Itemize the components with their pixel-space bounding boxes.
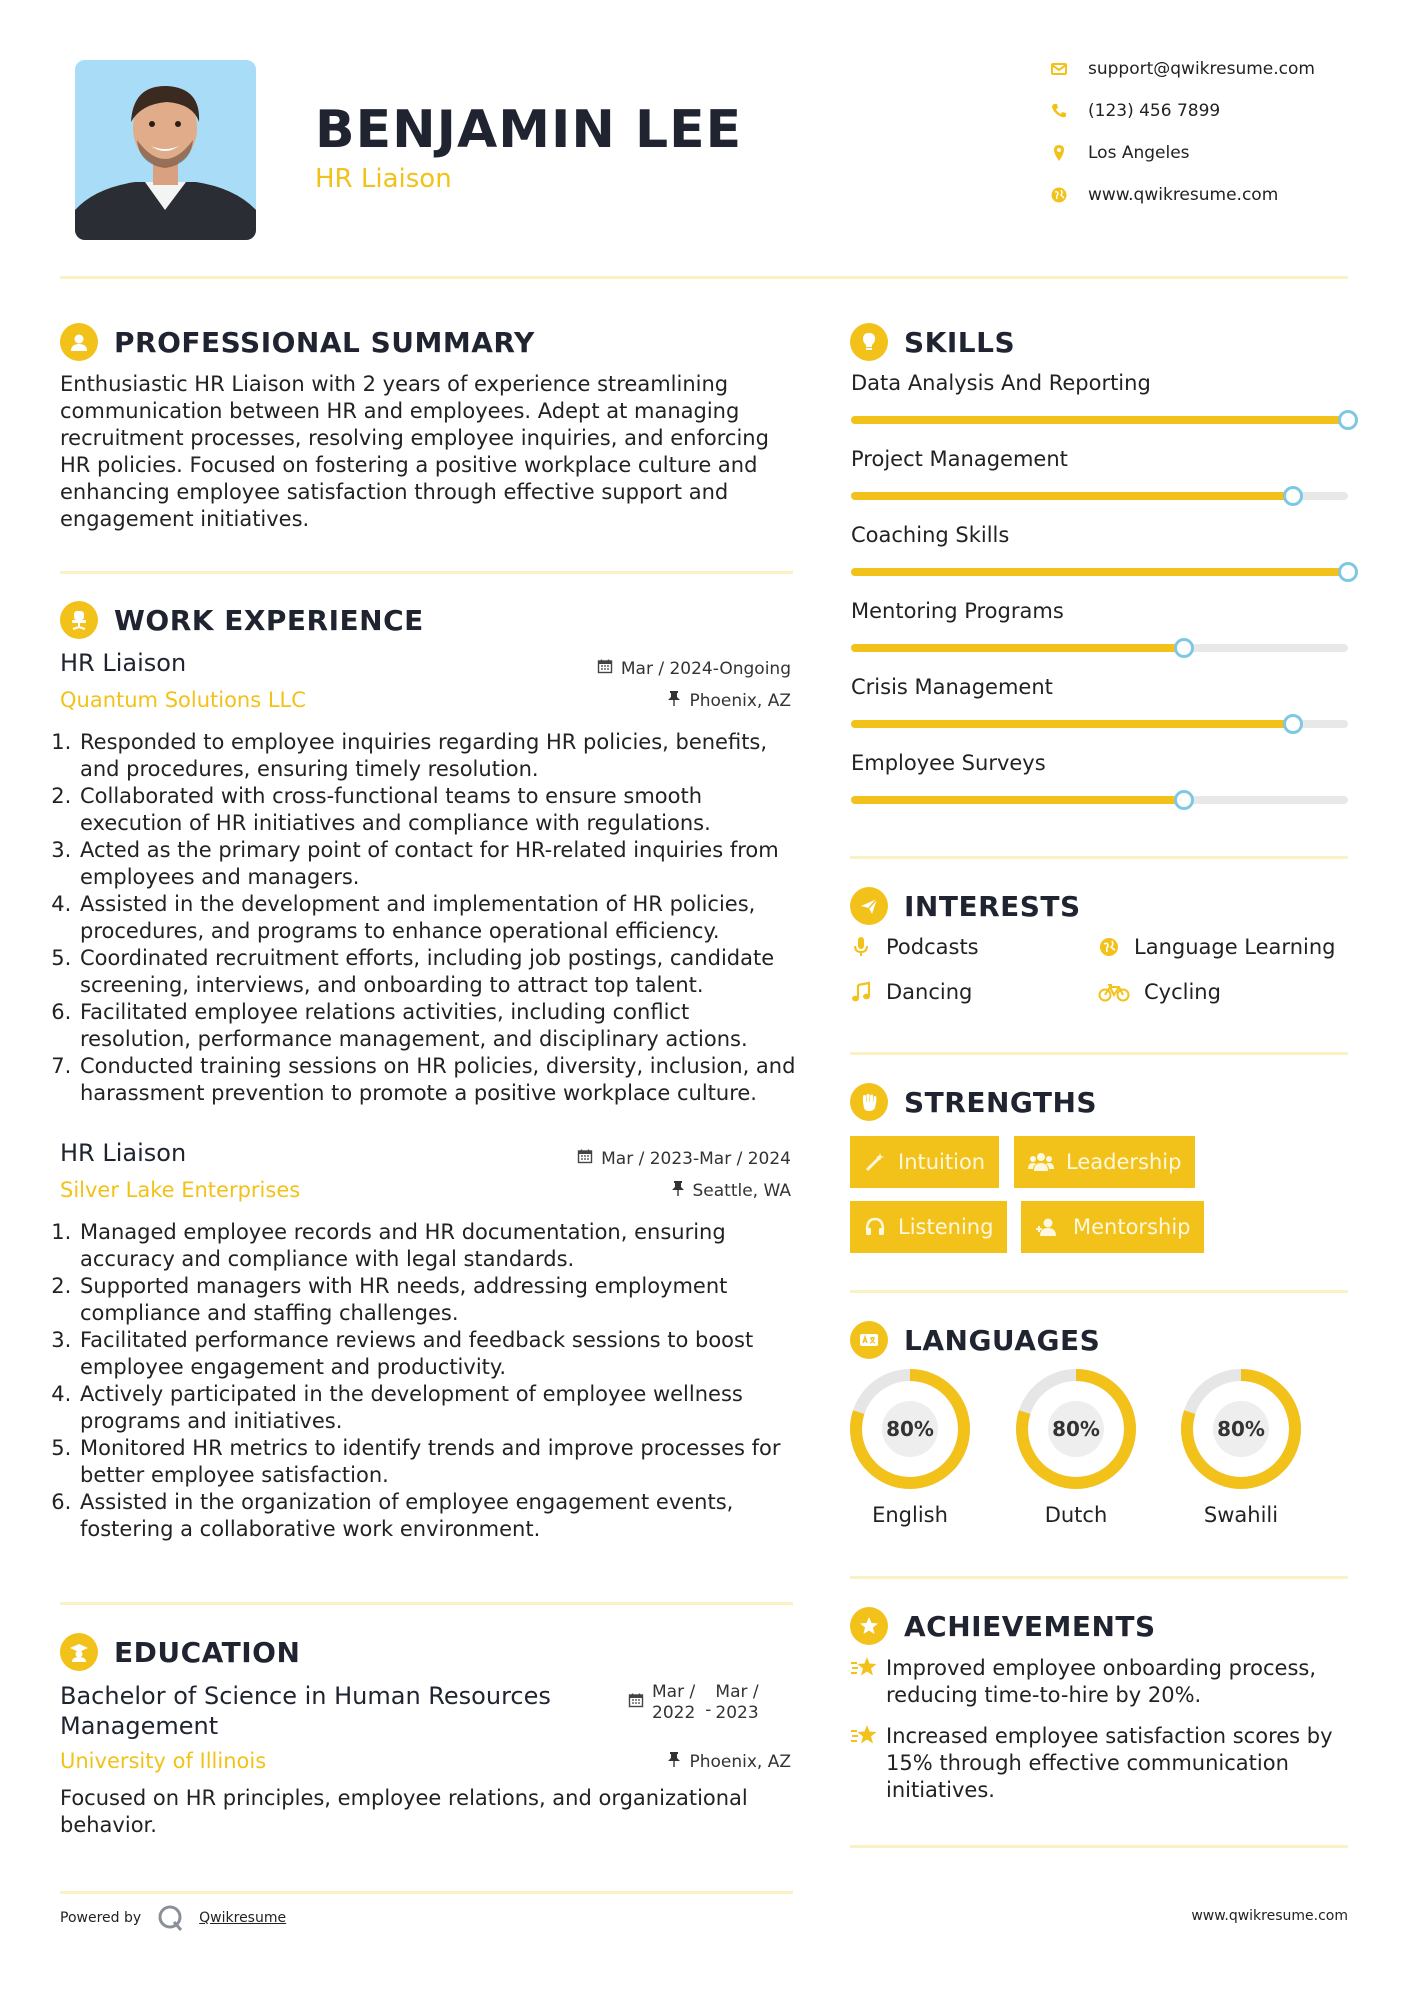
job-2-duties — [58, 1219, 798, 1543]
skill-bar — [851, 568, 1348, 576]
star-badge-icon — [850, 1607, 888, 1645]
interest-label: Podcasts — [886, 935, 979, 959]
languages-heading-text: LANGUAGES — [904, 1323, 1101, 1357]
summary-heading — [60, 323, 535, 361]
skills-heading — [850, 323, 1015, 361]
qwikresume-link[interactable]: Qwikresume — [199, 1910, 287, 1926]
language-name: Swahili — [1203, 1503, 1279, 1527]
bicycle-icon — [1098, 982, 1130, 1002]
office-chair-icon — [60, 601, 98, 639]
achievements-heading — [850, 1607, 1156, 1645]
job-1-location-text: Phoenix, AZ — [689, 690, 791, 711]
job-1-date — [597, 658, 791, 679]
languages-heading — [850, 1321, 1100, 1359]
headphones-icon — [864, 1216, 886, 1238]
strengths-heading — [850, 1083, 1097, 1121]
qwikresume-logo-icon — [157, 1904, 185, 1932]
education-heading-text: EDUCATION — [114, 1635, 301, 1669]
achievement-text: Increased employee satisfaction scores by 15% through effective communication initiatives. — [886, 1724, 1333, 1802]
interest-label: Language Learning — [1134, 935, 1336, 959]
education-school: University of Illinois — [60, 1749, 267, 1773]
job-1-duties — [58, 729, 798, 1107]
job-1-company: Quantum Solutions LLC — [60, 688, 306, 712]
education-start-year: 2022 — [652, 1703, 696, 1723]
contact-website-text: www.qwikresume.com — [1088, 185, 1279, 205]
list-item: 3. Facilitated performance reviews and feedback sessions to boost employee engagement and productivity. — [78, 1327, 798, 1381]
job-2-date — [577, 1148, 791, 1169]
list-item: 6. Assisted in the organization of employee engagement events, fostering a collaborative work environment. — [78, 1489, 798, 1543]
skill-bar — [851, 796, 1348, 804]
skill-level-handle — [1283, 486, 1303, 506]
contact-location — [1050, 141, 1190, 165]
contact-phone-text: (123) 456 7899 — [1088, 101, 1221, 121]
interest-cycling — [1098, 980, 1221, 1004]
interest-language-learning — [1098, 935, 1335, 959]
music-note-icon — [850, 981, 872, 1003]
contact-location-text: Los Angeles — [1088, 143, 1190, 163]
education-degree: Bachelor of Science in Human Resources Management — [60, 1682, 551, 1740]
strength-label: Leadership — [1066, 1150, 1182, 1174]
skills-divider — [850, 856, 1348, 859]
education-end — [715, 1682, 758, 1724]
interest-dancing — [850, 980, 972, 1004]
calendar-icon — [577, 1148, 593, 1169]
calendar-icon — [597, 658, 613, 679]
language-item — [1181, 1369, 1311, 1527]
achievement-item — [850, 1723, 1348, 1804]
skill-label: Crisis Management — [851, 675, 1053, 699]
skill-bar-fill — [851, 644, 1184, 652]
header-divider — [60, 276, 1348, 279]
skill-label: Mentoring Programs — [851, 599, 1064, 623]
job-2-location — [671, 1180, 792, 1201]
job-2-location-text: Seattle, WA — [692, 1180, 791, 1201]
language-ring — [1181, 1369, 1301, 1489]
list-item: 2. Supported managers with HR needs, addressing employment compliance and staffing challenges. — [78, 1273, 798, 1327]
users-icon — [1028, 1151, 1054, 1173]
education-end-year: 2023 — [715, 1703, 759, 1723]
graduate-icon — [60, 1633, 98, 1671]
skill-label: Project Management — [851, 447, 1068, 471]
skill-level-handle — [1174, 790, 1194, 810]
work-divider — [60, 1602, 793, 1605]
star-icon — [850, 1655, 886, 1709]
language-name: Dutch — [1044, 1503, 1108, 1527]
strengths-divider — [850, 1290, 1348, 1293]
strength-label: Listening — [898, 1215, 994, 1239]
work-heading — [60, 601, 424, 639]
education-start — [652, 1682, 695, 1724]
interests-divider — [850, 1052, 1348, 1055]
list-item: 1. Responded to employee inquiries regarding HR policies, benefits, and procedures, ensuring timely resolution. — [78, 729, 798, 783]
strength-listening — [850, 1201, 1007, 1253]
achievements-heading-text: ACHIEVEMENTS — [904, 1609, 1156, 1643]
strength-intuition — [850, 1136, 999, 1188]
language-item — [1016, 1369, 1146, 1527]
education-heading — [60, 1633, 300, 1671]
list-item: 4. Assisted in the development and implementation of HR policies, procedures, and programs to enhance operational efficiency. — [78, 891, 798, 945]
summary-divider — [60, 571, 793, 574]
list-item: 4. Actively participated in the development of employee wellness programs and initiatives. — [78, 1381, 798, 1435]
pushpin-icon — [667, 1751, 681, 1772]
skill-bar — [851, 416, 1348, 424]
footer-powered — [60, 1904, 286, 1932]
language-ring — [1016, 1369, 1136, 1489]
skills-heading-text: SKILLS — [904, 325, 1016, 359]
list-item: 5. Monitored HR metrics to identify trends and improve processes for better employee satisfaction. — [78, 1435, 798, 1489]
achievements-divider — [850, 1845, 1348, 1848]
skill-bar-fill — [851, 416, 1348, 424]
language-percent: 80% — [886, 1417, 934, 1441]
lightbulb-icon — [850, 323, 888, 361]
strength-leadership — [1014, 1136, 1195, 1188]
skill-level-handle — [1338, 410, 1358, 430]
skill-bar-fill — [851, 796, 1184, 804]
summary-heading-text: PROFESSIONAL SUMMARY — [114, 325, 535, 359]
pushpin-icon — [671, 1180, 685, 1201]
skill-level-handle — [1338, 562, 1358, 582]
language-card-icon — [850, 1321, 888, 1359]
skill-bar — [851, 720, 1348, 728]
interest-label: Cycling — [1144, 980, 1221, 1004]
candidate-name: BENJAMIN LEE — [315, 100, 743, 160]
education-description: Focused on HR principles, employee relations, and organizational behavior. — [60, 1786, 748, 1837]
paper-plane-icon — [850, 887, 888, 925]
strength-label: Intuition — [898, 1150, 986, 1174]
education-start-month: Mar / — [652, 1682, 696, 1702]
strength-mentorship — [1021, 1201, 1204, 1253]
contact-email-text: support@qwikresume.com — [1088, 59, 1315, 79]
user-icon — [60, 323, 98, 361]
skill-level-handle — [1283, 714, 1303, 734]
education-dates — [628, 1682, 759, 1724]
microphone-icon — [850, 936, 872, 958]
user-plus-icon — [1035, 1216, 1061, 1238]
skill-level-handle — [1174, 638, 1194, 658]
skill-bar-fill — [851, 720, 1293, 728]
achievement-text: Improved employee onboarding process, reducing time-to-hire by 20%. — [886, 1656, 1317, 1707]
job-2-date-text: Mar / 2023-Mar / 2024 — [601, 1148, 791, 1169]
strength-label: Mentorship — [1073, 1215, 1191, 1239]
education-divider — [60, 1891, 793, 1894]
magic-wand-icon — [864, 1151, 886, 1173]
language-name: English — [872, 1503, 948, 1527]
list-item: 7. Conducted training sessions on HR policies, diversity, inclusion, and harassment prevention to promote a positive workplace culture. — [78, 1053, 798, 1107]
language-percent: 80% — [1217, 1417, 1265, 1441]
raised-fist-icon — [850, 1083, 888, 1121]
globe-icon — [1098, 937, 1120, 957]
footer-website[interactable]: www.qwikresume.com — [1191, 1908, 1348, 1924]
skill-bar — [851, 492, 1348, 500]
star-icon — [850, 1723, 886, 1804]
job-1-date-text: Mar / 2024-Ongoing — [620, 658, 791, 679]
envelope-icon — [1050, 60, 1068, 78]
map-pin-icon — [1050, 144, 1068, 162]
profile-photo — [75, 60, 256, 240]
interest-label: Dancing — [886, 980, 973, 1004]
phone-icon — [1050, 102, 1068, 120]
interests-heading-text: INTERESTS — [904, 889, 1081, 923]
list-item: 2. Collaborated with cross-functional teams to ensure smooth execution of HR initiatives and compliance with regulations. — [78, 783, 798, 837]
education-date-dash: - — [705, 1700, 712, 1720]
job-1-location — [667, 690, 791, 711]
pushpin-icon — [667, 690, 681, 711]
list-item: 6. Facilitated employee relations activities, including conflict resolution, performance management, and disciplinary actions. — [78, 999, 798, 1053]
interests-heading — [850, 887, 1081, 925]
education-location-text: Phoenix, AZ — [689, 1751, 791, 1772]
summary-text: Enthusiastic HR Liaison with 2 years of experience streamlining communication between HR and employees. Adept at managing recruitment processes, resolving employee inquiries, and enforcing HR policies. Focused on fostering a positive workplace culture and enhancing employee satisfaction through effective support and engagement initiatives. — [60, 372, 769, 531]
skill-label: Employee Surveys — [851, 751, 1046, 775]
powered-by-text: Powered by — [60, 1910, 142, 1926]
list-item: 1. Managed employee records and HR documentation, ensuring accuracy and compliance with legal standards. — [78, 1219, 798, 1273]
candidate-role: HR Liaison — [315, 164, 452, 194]
job-2-company: Silver Lake Enterprises — [60, 1178, 301, 1202]
language-ring — [850, 1369, 970, 1489]
language-item — [850, 1369, 980, 1527]
contact-email[interactable] — [1050, 57, 1315, 81]
education-end-month: Mar / — [715, 1682, 759, 1702]
skill-label: Coaching Skills — [851, 523, 1010, 547]
languages-divider — [850, 1576, 1348, 1579]
skill-label: Data Analysis And Reporting — [851, 371, 1151, 395]
work-heading-text: WORK EXPERIENCE — [114, 603, 424, 637]
skill-bar-fill — [851, 492, 1293, 500]
list-item: 3. Acted as the primary point of contact for HR-related inquiries from employees and managers. — [78, 837, 798, 891]
list-item: 5. Coordinated recruitment efforts, including job postings, candidate screening, interviews, and onboarding to attract top talent. — [78, 945, 798, 999]
education-location — [667, 1751, 791, 1772]
language-percent: 80% — [1052, 1417, 1100, 1441]
contact-phone[interactable] — [1050, 99, 1220, 123]
strengths-heading-text: STRENGTHS — [904, 1085, 1098, 1119]
globe-icon — [1050, 186, 1068, 204]
skill-bar-fill — [851, 568, 1348, 576]
contact-website[interactable] — [1050, 183, 1278, 207]
job-2-title: HR Liaison — [60, 1139, 187, 1167]
skill-bar — [851, 644, 1348, 652]
calendar-icon — [628, 1692, 644, 1713]
job-1-title: HR Liaison — [60, 649, 187, 677]
interest-podcasts — [850, 935, 979, 959]
achievement-item — [850, 1655, 1348, 1709]
